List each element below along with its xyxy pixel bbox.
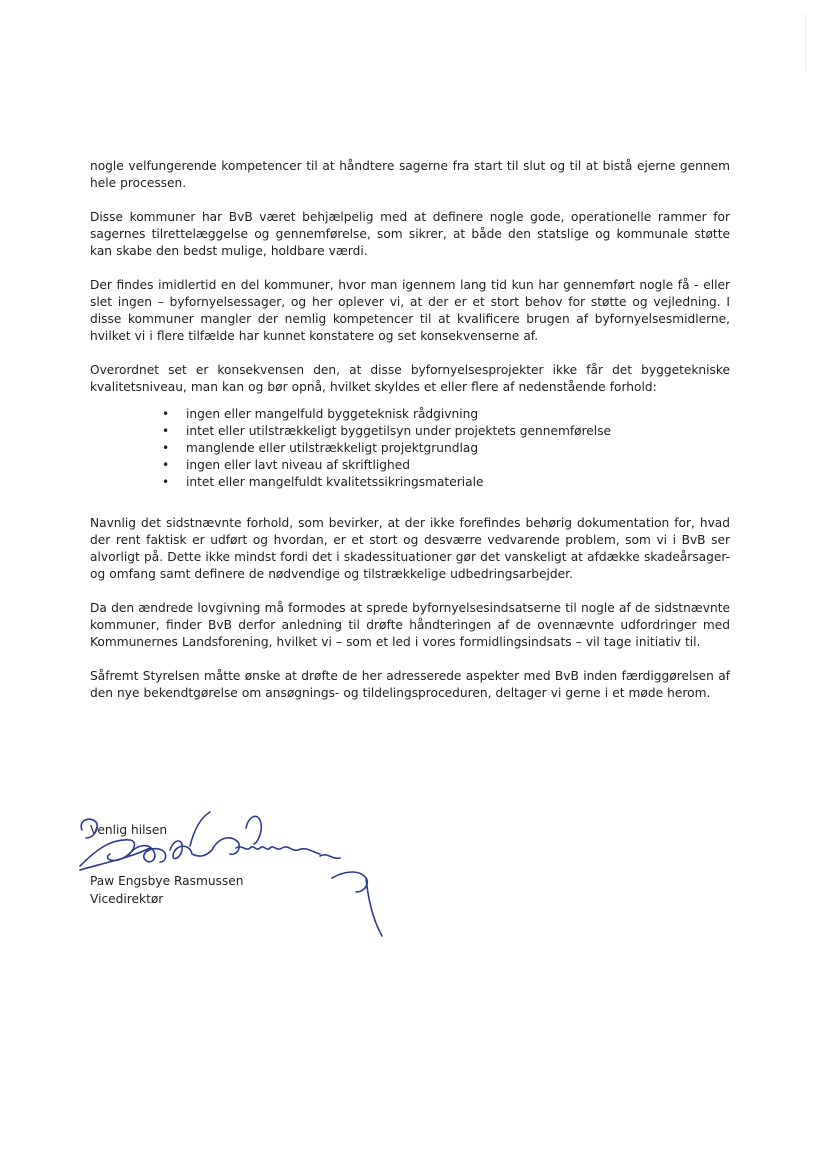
bullet-icon: • bbox=[162, 458, 170, 472]
paragraph: Disse kommuner har BvB været behjælpelig med at definere nogle gode, operationelle rammer for sagernes tilrettelæggelse og gennemførelse, som sikrer, at både den statslige og kommunale støtte kan skabe den bedst mulige, holdbare værdi. bbox=[90, 210, 730, 258]
paragraph: nogle velfungerende kompetencer til at håndtere sagerne fra start til slut og til at bistå ejerne gennem hele processen. bbox=[90, 159, 730, 190]
list-item bbox=[162, 423, 730, 440]
bullet-icon: • bbox=[162, 441, 170, 455]
list-item bbox=[162, 440, 730, 457]
list-item-text: manglende eller utilstrækkeligt projektgrundlag bbox=[186, 441, 479, 455]
list-item-text: ingen eller mangelfuld byggeteknisk rådgivning bbox=[186, 407, 479, 421]
paragraph: Navnlig det sidstnævnte forhold, som bevirker, at der ikke forefindes behørig dokumentation for, hvad der rent faktisk er udført og hvordan, er et stort og desværre vedvarende problem, som vi i BvB ser alvorligt på. Dette ikke mindst fordi det i skadessituationer gør det vanskeligt at afdække skadeårsager- og omfang samt definere de nødvendige og tilstrækkelige udbedringsarbejder. bbox=[90, 516, 730, 581]
signatory-title: Vicedirektør bbox=[90, 892, 164, 906]
paragraph: Da den ændrede lovgivning må formodes at sprede byfornyelsesindsatserne til nogle af de sidstnævnte kommuner, finder BvB derfor anledning til drøfte håndteringen af de ovennævnte udfordringer med Kommunernes Landsforening, hvilket vi – som et led i vores formidlingsindsats – vil tage initiativ til. bbox=[90, 601, 730, 649]
list-item bbox=[162, 474, 730, 491]
bullet-icon: • bbox=[162, 475, 170, 489]
list-item bbox=[162, 457, 730, 474]
scan-edge-mark bbox=[805, 14, 806, 70]
signatory-name: Paw Engsbye Rasmussen bbox=[90, 874, 244, 888]
signatory-block bbox=[90, 872, 243, 908]
list-item-text: ingen eller lavt niveau af skriftlighed bbox=[186, 458, 410, 472]
list-item-text: intet eller mangelfuldt kvalitetssikringsmateriale bbox=[186, 475, 484, 489]
list-item bbox=[162, 406, 730, 423]
paragraph: Overordnet set er konsekvensen den, at disse byfornyelsesprojekter ikke får det byggetekniske kvalitetsniveau, man kan og bør opnå, hvilket skyldes et eller flere af nedenstående forhold: bbox=[90, 363, 730, 394]
letter-body bbox=[90, 158, 730, 719]
paragraph: Der findes imidlertid en del kommuner, hvor man igennem lang tid kun har gennemført nogle få - eller slet ingen – byfornyelsessager, og her oplever vi, at der er et stort behov for støtte og vejledning. I disse kommuner mangler der nemlig kompetencer til at kvalificere brugen af byfornyelsesmidlerne, hvilket vi i flere tilfælde har kunnet konstatere og set konsekvenserne af. bbox=[90, 278, 730, 343]
bullet-icon: • bbox=[162, 424, 170, 438]
closing-greeting: Venlig hilsen bbox=[90, 823, 168, 837]
list-item-text: intet eller utilstrækkeligt byggetilsyn under projektets gennemførelse bbox=[186, 424, 612, 438]
bullet-list bbox=[90, 406, 730, 491]
paragraph: Såfremt Styrelsen måtte ønske at drøfte de her adresserede aspekter med BvB inden færdiggørelsen af den nye bekendtgørelse om ansøgnings- og tildelingsproceduren, deltager vi gerne i et møde herom. bbox=[90, 669, 730, 700]
bullet-icon: • bbox=[162, 407, 170, 421]
